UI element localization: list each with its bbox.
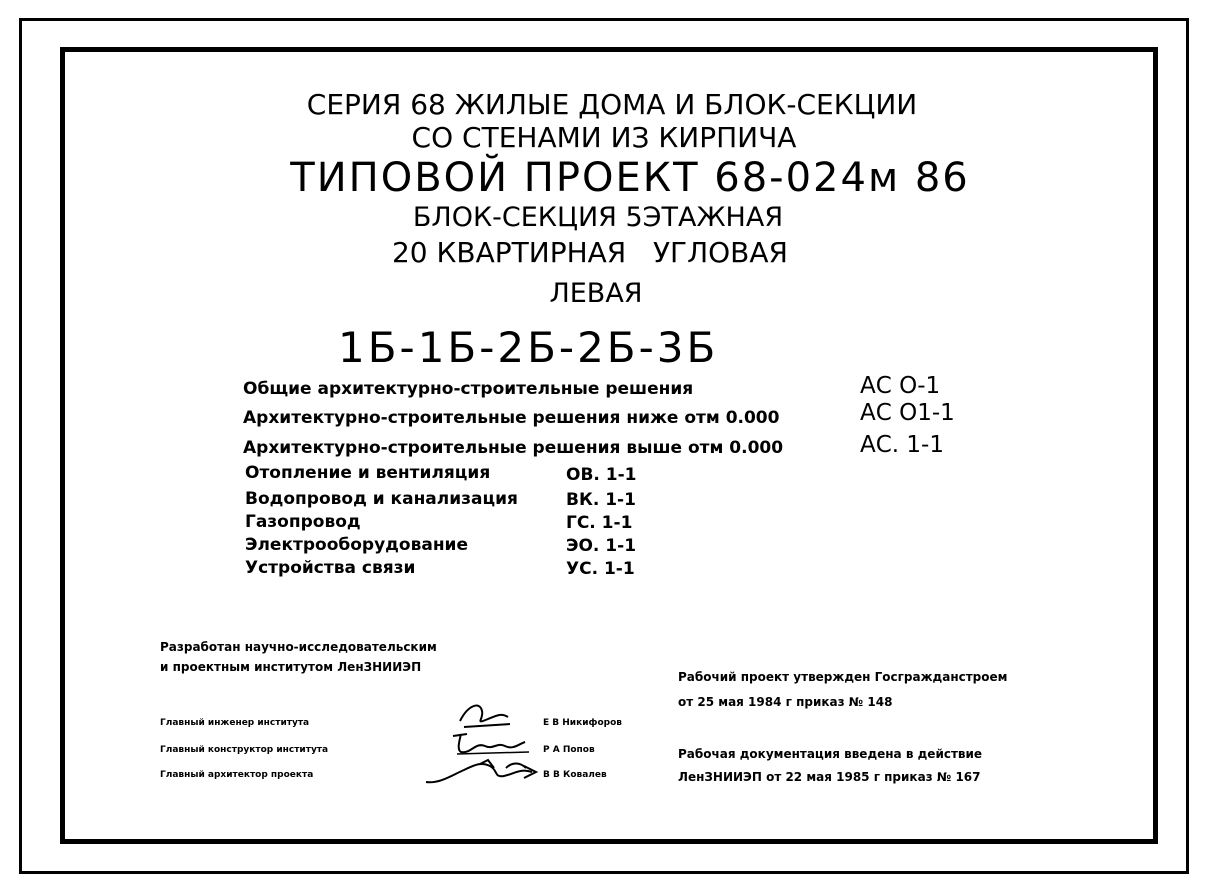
section-code: ВК. 1-1 [566,490,636,510]
title-project: ТИПОВОЙ ПРОЕКТ 68-024м 86 [290,155,970,201]
section-code: АС. 1-1 [860,432,944,458]
title-apartments: 20 КВАРТИРНАЯ УГЛОВАЯ [391,236,789,269]
section-code: ОВ. 1-1 [566,465,637,485]
signatory-name: В В Ковалев [543,770,607,780]
section-code: ГС. 1-1 [566,513,633,533]
section-name: Газопровод [245,512,361,532]
section-name: Архитектурно-строительные решения ниже отм 0.000 [243,408,780,428]
title-walls: СО СТЕНАМИ ИЗ КИРПИЧА [411,121,797,154]
section-code: УС. 1-1 [566,559,635,579]
enactment-line1: Рабочая документация введена в действие [678,747,983,761]
section-name: Электрооборудование [245,535,469,555]
approval-line1: Рабочий проект утвержден Госгражданстроем [678,670,1008,684]
signatory-role: Главный архитектор проекта [160,770,314,780]
title-orientation: ЛЕВАЯ [549,278,643,309]
section-name: Общие архитектурно-строительные решения [243,379,694,399]
section-name: Архитектурно-строительные решения выше отм 0.000 [243,438,784,458]
section-name: Водопровод и канализация [245,489,518,509]
section-code: АС О1-1 [860,400,955,426]
signature-chief-architect [420,754,540,788]
title-code: 1Б-1Б-2Б-2Б-3Б [338,323,719,372]
approval-line2: от 25 мая 1984 г приказ № 148 [678,695,893,709]
signatory-name: Е В Никифоров [543,718,622,728]
signatory-role: Главный инженер института [160,718,310,728]
signatory-role: Главный конструктор института [160,745,329,755]
developer-line2: и проектным институтом ЛенЗНИИЭП [160,660,422,674]
enactment-line2: ЛенЗНИИЭП от 22 мая 1985 г приказ № 167 [678,770,981,784]
signatory-name: Р А Попов [543,745,595,755]
section-name: Устройства связи [245,558,416,578]
title-series: СЕРИЯ 68 ЖИЛЫЕ ДОМА И БЛОК-СЕКЦИИ [306,88,918,121]
section-code: АС О-1 [860,373,941,399]
section-name: Отопление и вентиляция [245,463,491,483]
title-block-section: БЛОК-СЕКЦИЯ 5ЭТАЖНАЯ [412,202,784,233]
developer-line1: Разработан научно-исследовательским [160,640,437,654]
signature-chief-engineer [450,697,530,732]
section-code: ЭО. 1-1 [566,536,637,556]
